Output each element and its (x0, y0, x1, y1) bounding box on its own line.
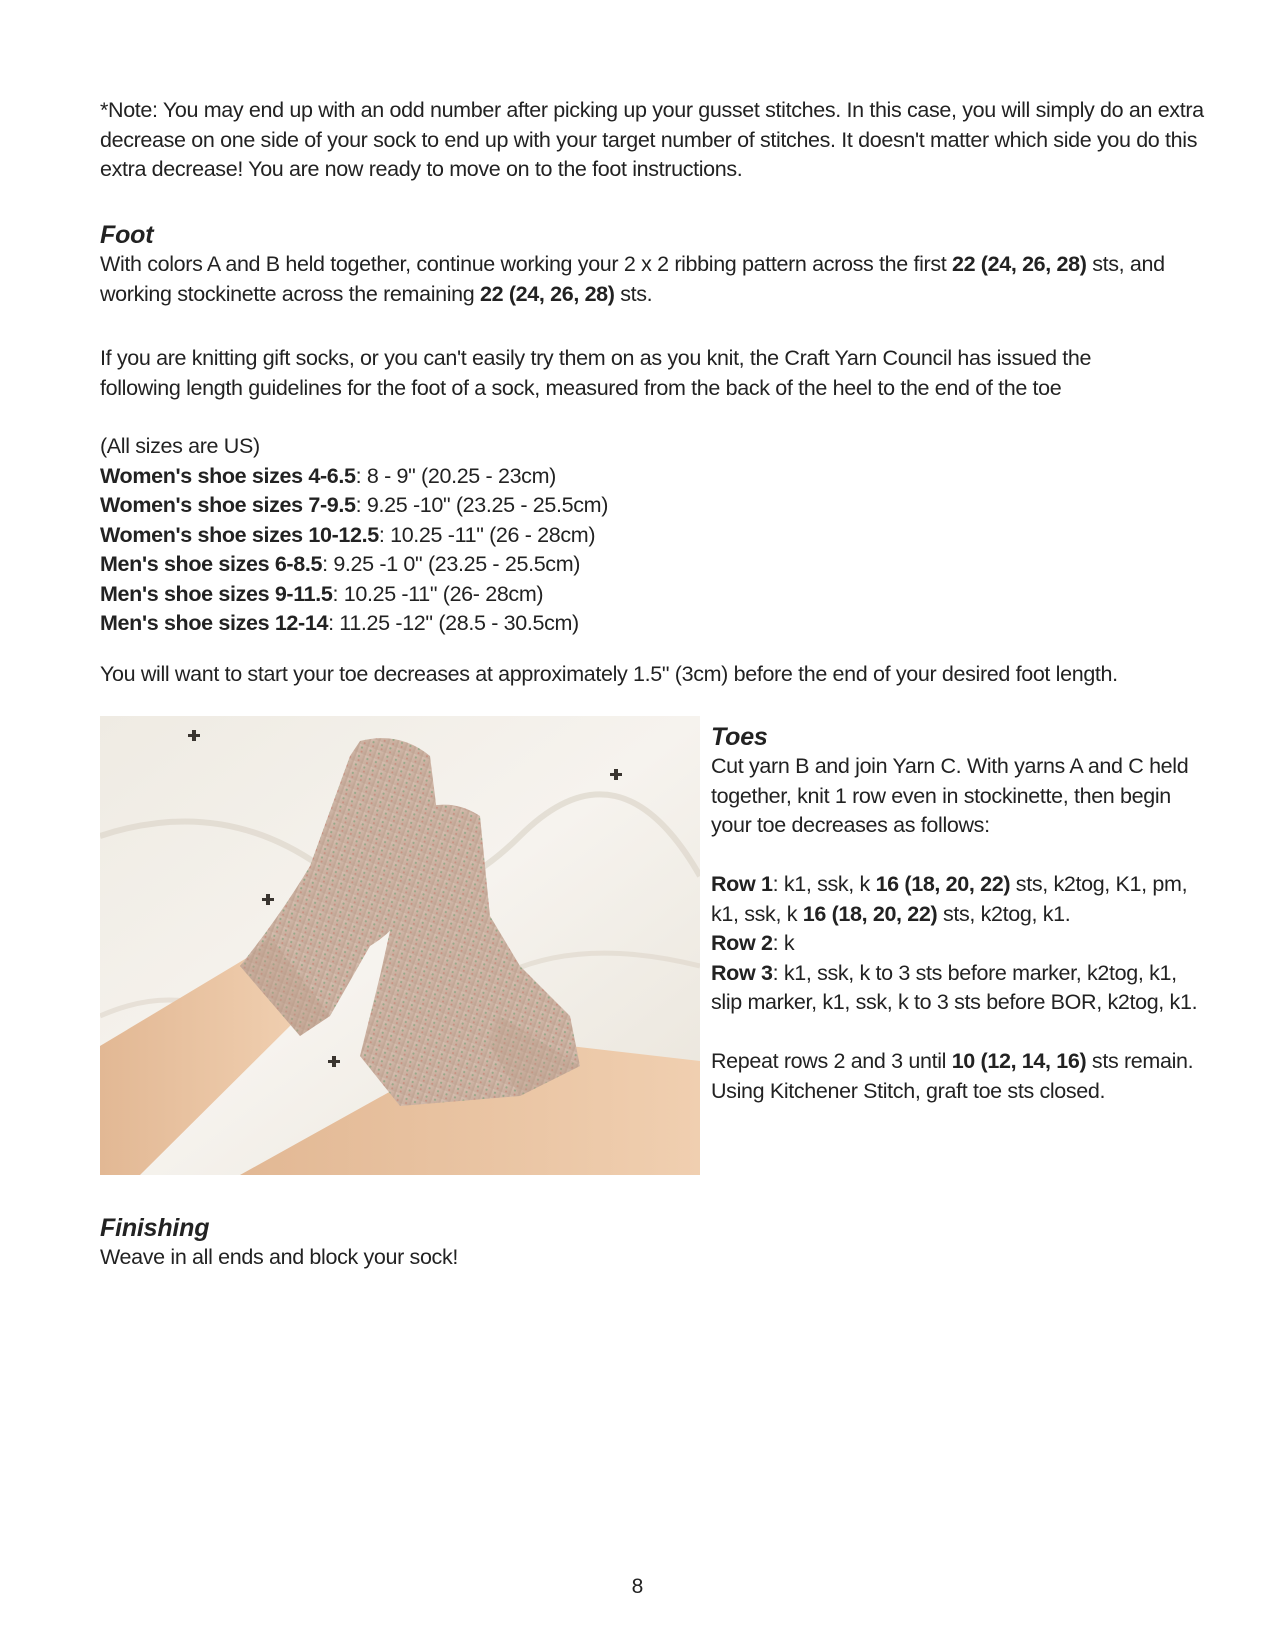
socks-photo (100, 716, 700, 1175)
socks-photo-illustration (100, 716, 700, 1175)
toes-section (711, 722, 1211, 1106)
toes-repeat: Repeat rows 2 and 3 until 10 (12, 14, 16) sts remain. Using Kitchener Stitch, graft toe sts closed. (711, 1049, 1194, 1103)
toe-start-note (100, 660, 1210, 690)
gusset-note (100, 96, 1210, 185)
size-row: Women's shoe sizes 4-6.5: 8 - 9" (20.25 - 23cm) (100, 463, 556, 488)
page-number: 8 (631, 1575, 644, 1598)
foot-instructions: With colors A and B held together, continue working your 2 x 2 ribbing pattern across the first 22 (24, 26, 28) sts, and working stockinette across the remaining 22 (24, 26, 28) sts. (100, 252, 1165, 306)
guidelines-line-2: following length guidelines for the foot of a sock, measured from the back of the heel to the end of the toe (100, 375, 1062, 400)
size-row: Men's shoe sizes 6-8.5: 9.25 -1 0" (23.25 - 25.5cm) (100, 552, 581, 576)
toes-row-3: Row 3: k1, ssk, k to 3 sts before marker, k2tog, k1, slip marker, k1, ssk, k to 3 sts before BOR, k2tog, k1. (711, 960, 1198, 1014)
toes-row-1: Row 1: k1, ssk, k 16 (18, 20, 22) sts, k2tog, K1, pm, k1, ssk, k 16 (18, 20, 22) sts, k2tog, k1. (711, 872, 1188, 926)
toes-intro: Cut yarn B and join Yarn C. With yarns A and C held together, knit 1 row even in stockinette, then begin your toe decreases as follows: (711, 754, 1189, 837)
shoe-size-list (100, 432, 1000, 639)
gusset-note-text: *Note: You may end up with an odd number after picking up your gusset stitches. In this case, you will simply do an extra decrease on one side of your sock to end up with your target number of stitches. It doesn't matter which side you do this extra decrease! You are now ready to move on to the foot instructions. (100, 98, 1204, 181)
size-row: Women's shoe sizes 7-9.5: 9.25 -10" (23.25 - 25.5cm) (100, 493, 609, 517)
finishing-text: Weave in all ends and block your sock! (100, 1245, 458, 1269)
foot-section (100, 220, 1210, 309)
sizes-intro: (All sizes are US) (100, 434, 260, 458)
size-row: Men's shoe sizes 9-11.5: 10.25 -11" (26- 28cm) (100, 581, 544, 606)
toes-heading: Toes (711, 723, 768, 751)
size-row: Men's shoe sizes 12-14: 11.25 -12" (28.5 - 30.5cm) (100, 611, 579, 635)
finishing-heading: Finishing (100, 1214, 210, 1242)
finishing-section (100, 1213, 800, 1273)
size-row: Women's shoe sizes 10-12.5: 10.25 -11" (26 - 28cm) (100, 522, 596, 547)
toes-row-2: Row 2: k (711, 931, 795, 955)
length-guidelines (100, 344, 1100, 403)
guidelines-line-1: If you are knitting gift socks, or you can't easily try them on as you knit, the Craft Yarn Council has issued the (100, 346, 1092, 370)
foot-heading: Foot (100, 221, 154, 249)
toe-start-text: You will want to start your toe decreases at approximately 1.5" (3cm) before the end of your desired foot length. (100, 662, 1118, 686)
